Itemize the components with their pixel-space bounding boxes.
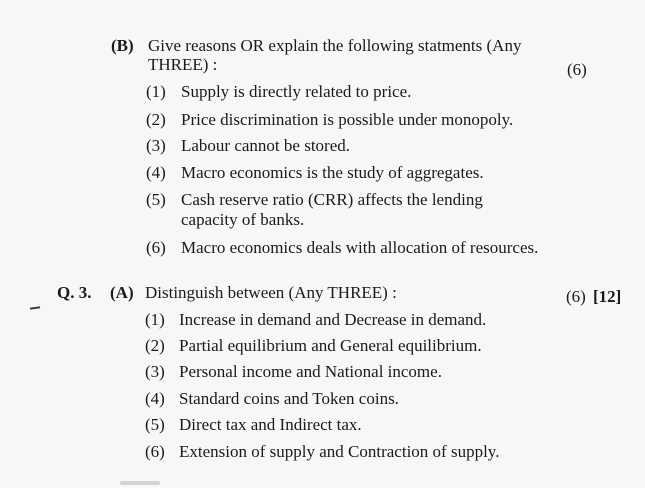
q3-item-number: (3)	[145, 362, 165, 381]
b-item-text: Macro economics deals with allocation of resources.	[181, 238, 539, 257]
b-item-number: (6)	[146, 238, 166, 257]
section-b-heading-line1: Give reasons OR explain the following statments (Any	[148, 36, 522, 55]
b-item-text: Cash reserve ratio (CRR) affects the lending	[181, 190, 483, 209]
q3-item-text: Standard coins and Token coins.	[179, 389, 399, 408]
section-b-label: (B)	[111, 36, 134, 55]
q3-section-a-label: (A)	[110, 283, 134, 302]
b-item-number: (2)	[146, 110, 166, 129]
q3-heading: Distinguish between (Any THREE) :	[145, 283, 397, 302]
b-item-text: Labour cannot be stored.	[181, 136, 350, 155]
q3-total-marks: [12]	[593, 287, 622, 306]
q3-item-number: (2)	[145, 336, 165, 355]
q3-item-number: (4)	[145, 389, 165, 408]
section-b-marks: (6)	[567, 60, 587, 79]
q3-item-number: (5)	[145, 415, 165, 434]
q3-item-text: Partial equilibrium and General equilibrium.	[179, 336, 482, 355]
b-item-text-continued: capacity of banks.	[181, 210, 305, 229]
pen-mark	[30, 306, 40, 309]
section-b-heading-line2: THREE) :	[148, 55, 218, 74]
q3-item-number: (6)	[145, 442, 165, 461]
b-item-number: (3)	[146, 136, 166, 155]
b-item-text: Supply is directly related to price.	[181, 82, 412, 101]
q3-marks: (6)	[566, 287, 586, 306]
q3-item-text: Direct tax and Indirect tax.	[179, 415, 362, 434]
q3-item-text: Extension of supply and Contraction of supply.	[179, 442, 500, 461]
b-item-number: (1)	[146, 82, 166, 101]
b-item-text: Price discrimination is possible under monopoly.	[181, 110, 514, 129]
q3-item-number: (1)	[145, 310, 165, 329]
q3-item-text: Increase in demand and Decrease in demand.	[179, 310, 487, 329]
b-item-text: Macro economics is the study of aggregates.	[181, 163, 484, 182]
b-item-number: (5)	[146, 190, 166, 209]
question-3-label: Q. 3.	[57, 283, 92, 302]
b-item-number: (4)	[146, 163, 166, 182]
q3-item-text: Personal income and National income.	[179, 362, 442, 381]
cut-off-text-fragment	[120, 481, 160, 485]
